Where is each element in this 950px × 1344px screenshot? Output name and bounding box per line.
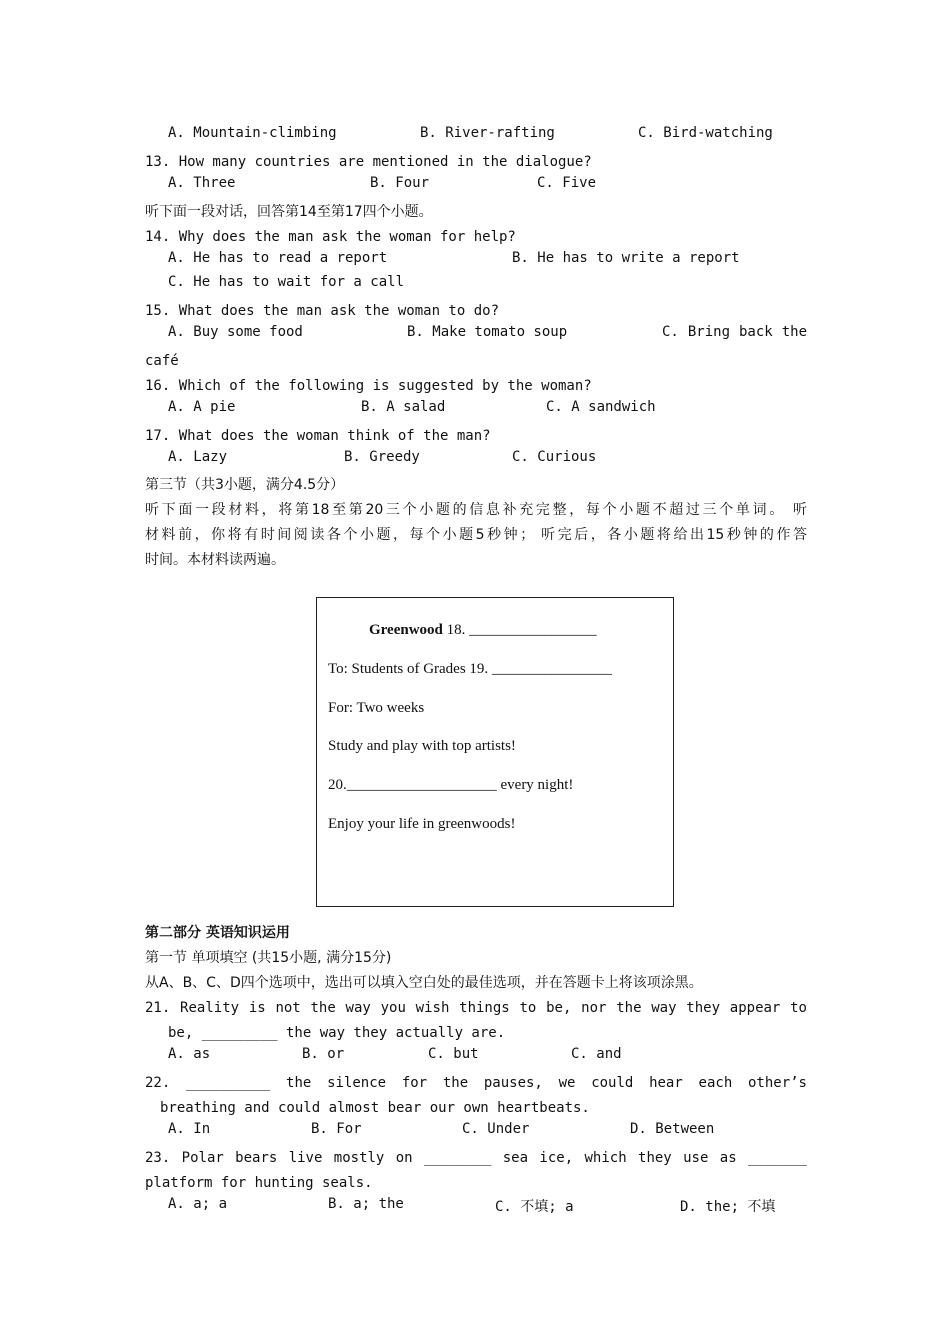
notice-blank-20-line: 20.____________________ every night!	[328, 777, 574, 793]
q13-stem: 13. How many countries are mentioned in the dialogue?	[145, 154, 592, 170]
notice-title-name: Greenwood	[369, 622, 443, 638]
q23-option-c: C. 不填; a	[495, 1199, 574, 1215]
q16-option-b: B. A salad	[361, 399, 446, 415]
q23-stem-line2: platform for hunting seals.	[145, 1175, 373, 1191]
q22-stem-line1: 22. __________ the silence for the pauses, we could hear each other’s	[145, 1075, 807, 1091]
q14-option-b: B. He has to write a report	[512, 250, 740, 266]
q14-option-c: C. He has to wait for a call	[168, 274, 405, 290]
section3-instruction-line3: 时间。本材料读两遍。	[145, 552, 285, 568]
q13-option-a: A. Three	[168, 175, 236, 191]
q17-option-a: A. Lazy	[168, 449, 228, 465]
q21-option-a: A. as	[168, 1046, 211, 1062]
q21-option-b: B. or	[302, 1046, 345, 1062]
section3-title: 第三节（共3小题，满分4.5分）	[145, 477, 345, 493]
q17-option-b: B. Greedy	[344, 449, 420, 465]
q16-option-a: A. A pie	[168, 399, 236, 415]
notice-enjoy-line: Enjoy your life in greenwoods!	[328, 816, 516, 832]
q14-option-a: A. He has to read a report	[168, 250, 388, 266]
q12-option-c: C. Bird-watching	[638, 125, 773, 141]
q23-option-a: A. a; a	[168, 1196, 228, 1212]
q16-stem: 16. Which of the following is suggested by the woman?	[145, 378, 592, 394]
q17-option-c: C. Curious	[512, 449, 597, 465]
q16-option-c: C. A sandwich	[546, 399, 656, 415]
q22-option-d: D. Between	[630, 1121, 715, 1137]
q23-stem-line1: 23. Polar bears live mostly on ________ sea ice, which they use as _______	[145, 1150, 807, 1166]
q22-option-b: B. For	[311, 1121, 362, 1137]
q15-option-c-continued: café	[145, 353, 179, 369]
part2-section1-title: 第一节 单项填空 (共15小题, 满分15分)	[145, 950, 392, 966]
q15-option-b: B. Make tomato soup	[407, 324, 568, 340]
q23-option-d: D. the; 不填	[680, 1199, 776, 1215]
q21-option-d: C. and	[571, 1046, 622, 1062]
q21-stem-line2: be, _________ the way they actually are.	[168, 1025, 506, 1041]
q14-stem: 14. Why does the man ask the woman for help?	[145, 229, 516, 245]
part2-instruction: 从A、B、C、D四个选项中，选出可以填入空白处的最佳选项，并在答题卡上将该项涂黑。	[145, 975, 703, 991]
notice-study-line: Study and play with top artists!	[328, 738, 516, 754]
q17-stem: 17. What does the woman think of the man?	[145, 428, 491, 444]
section3-instruction-line1: 听下面一段材料，将第18至第20三个小题的信息补充完整，每个小题不超过三个单词。 听	[145, 502, 807, 518]
q23-option-b: B. a; the	[328, 1196, 404, 1212]
q22-option-a: A. In	[168, 1121, 211, 1137]
notice-title	[369, 622, 597, 639]
q22-stem-line2: breathing and could almost bear our own heartbeats.	[160, 1100, 590, 1116]
q12-option-a: A. Mountain-climbing	[168, 125, 337, 141]
q21-stem-line1: 21. Reality is not the way you wish things to be, nor the way they appear to	[145, 1000, 807, 1016]
q22-option-c: C. Under	[462, 1121, 530, 1137]
q15-option-c: C. Bring back the	[662, 324, 807, 340]
part2-title: 第二部分 英语知识运用	[145, 925, 290, 941]
notice-for-line: For: Two weeks	[328, 700, 425, 716]
notice-box	[316, 597, 674, 907]
section3-instruction-line2: 材料前，你将有时间阅读各个小题，每个小题5秒钟； 听完后，各小题将给出15秒钟的作答	[145, 527, 807, 543]
q15-stem: 15. What does the man ask the woman to do?	[145, 303, 500, 319]
notice-to-line: To: Students of Grades 19. ________________	[328, 661, 612, 677]
q12-option-b: B. River-rafting	[420, 125, 555, 141]
q13-option-b: B. Four	[370, 175, 430, 191]
q21-option-c: C. but	[428, 1046, 479, 1062]
dialogue-instruction: 听下面一段对话，回答第14至第17四个小题。	[145, 204, 433, 220]
q13-option-c: C. Five	[537, 175, 597, 191]
notice-title-blank-18: 18. _________________	[442, 622, 597, 638]
q15-option-a: A. Buy some food	[168, 324, 303, 340]
